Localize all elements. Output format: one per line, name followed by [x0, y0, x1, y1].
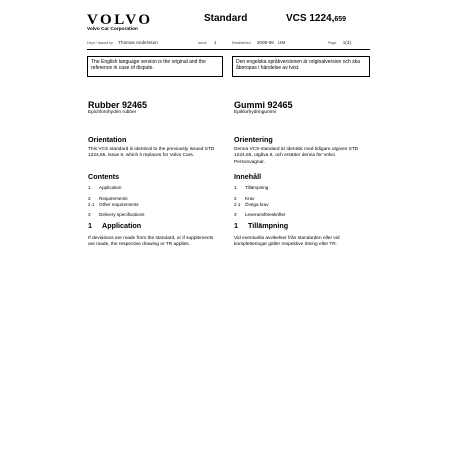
- swedish-toc-item: 1 Tillämpning: [234, 185, 269, 190]
- english-subtitle: Epichlorohydrin rubber: [88, 110, 137, 115]
- swedish-contents-heading: Innehåll: [234, 172, 262, 181]
- issue-value: 1: [213, 40, 217, 45]
- swedish-application-text: Vid eventuella avvikelser från standarden eller vid kompletteringar gäller respektive ritning eller TR.: [234, 236, 340, 248]
- established-label: Established: [232, 41, 251, 45]
- document-type: Standard: [204, 13, 248, 24]
- established-suffix: UM: [278, 40, 286, 45]
- english-orientation-heading: Orientation: [88, 135, 127, 144]
- issue-label: Issue: [198, 41, 207, 45]
- standard-code-sub: 659: [334, 16, 347, 23]
- issue-field: [198, 40, 216, 45]
- english-contents-heading: Contents: [88, 172, 120, 181]
- page-value: 1(3): [342, 40, 351, 45]
- english-toc-item: 2.1 Other requirements: [88, 202, 139, 207]
- dept-field: [87, 40, 158, 45]
- swedish-title: Gummi 92465: [234, 100, 293, 110]
- swedish-notice-box: Den engelska språkversionen är originalversion och ska åberopas i händelse av tvist.: [232, 56, 370, 77]
- established-field: [232, 40, 285, 45]
- established-value: 2009-08: [256, 40, 274, 45]
- swedish-toc-item: 2 Krav: [234, 196, 255, 201]
- dept-label: Dept / Issued by: [87, 41, 113, 45]
- swedish-application-heading: 1 Tillämpning: [234, 221, 289, 230]
- english-application-heading: 1 Application: [88, 221, 142, 230]
- english-application-text: If deviations are made from the standard, or if supplements are made, the respective drawing or TR applies.: [88, 236, 214, 248]
- swedish-toc-item: 3 Leveransföreskrifter: [234, 212, 286, 217]
- swedish-orientation-text: Denna VCS-standard är identisk med tidigare utgiven STD 1224,65, utgåva 8, och ersätter denna för Volvo Personvagnar.: [234, 147, 359, 165]
- standard-code: [286, 13, 346, 24]
- issued-by-value: Thomas Andersson: [118, 40, 158, 45]
- swedish-toc-item: 2.1 Övriga krav: [234, 202, 269, 207]
- english-orientation-text: This VCS standard is identical to the previously issued STD 1224,65, issue 8, which it replaces for Volvo Cars.: [88, 147, 215, 159]
- page-label: Page: [328, 41, 337, 45]
- page-field: [328, 40, 351, 45]
- header-rule: [87, 49, 370, 50]
- english-toc-item: 1 Application: [88, 185, 122, 190]
- standard-code-main: VCS 1224,: [286, 13, 335, 24]
- corporation-name: Volvo Car Corporation: [87, 27, 138, 32]
- english-toc-item: 3 Delivery specifications: [88, 212, 145, 217]
- swedish-subtitle: Epiklorhydringummi: [234, 110, 277, 115]
- volvo-logo: VOLVO: [87, 12, 153, 28]
- english-toc-item: 2 Requirements: [88, 196, 128, 201]
- english-title: Rubber 92465: [88, 100, 148, 110]
- english-notice-box: The English language version is the original and the reference in case of dispute.: [87, 56, 223, 77]
- swedish-orientation-heading: Orientering: [234, 135, 273, 144]
